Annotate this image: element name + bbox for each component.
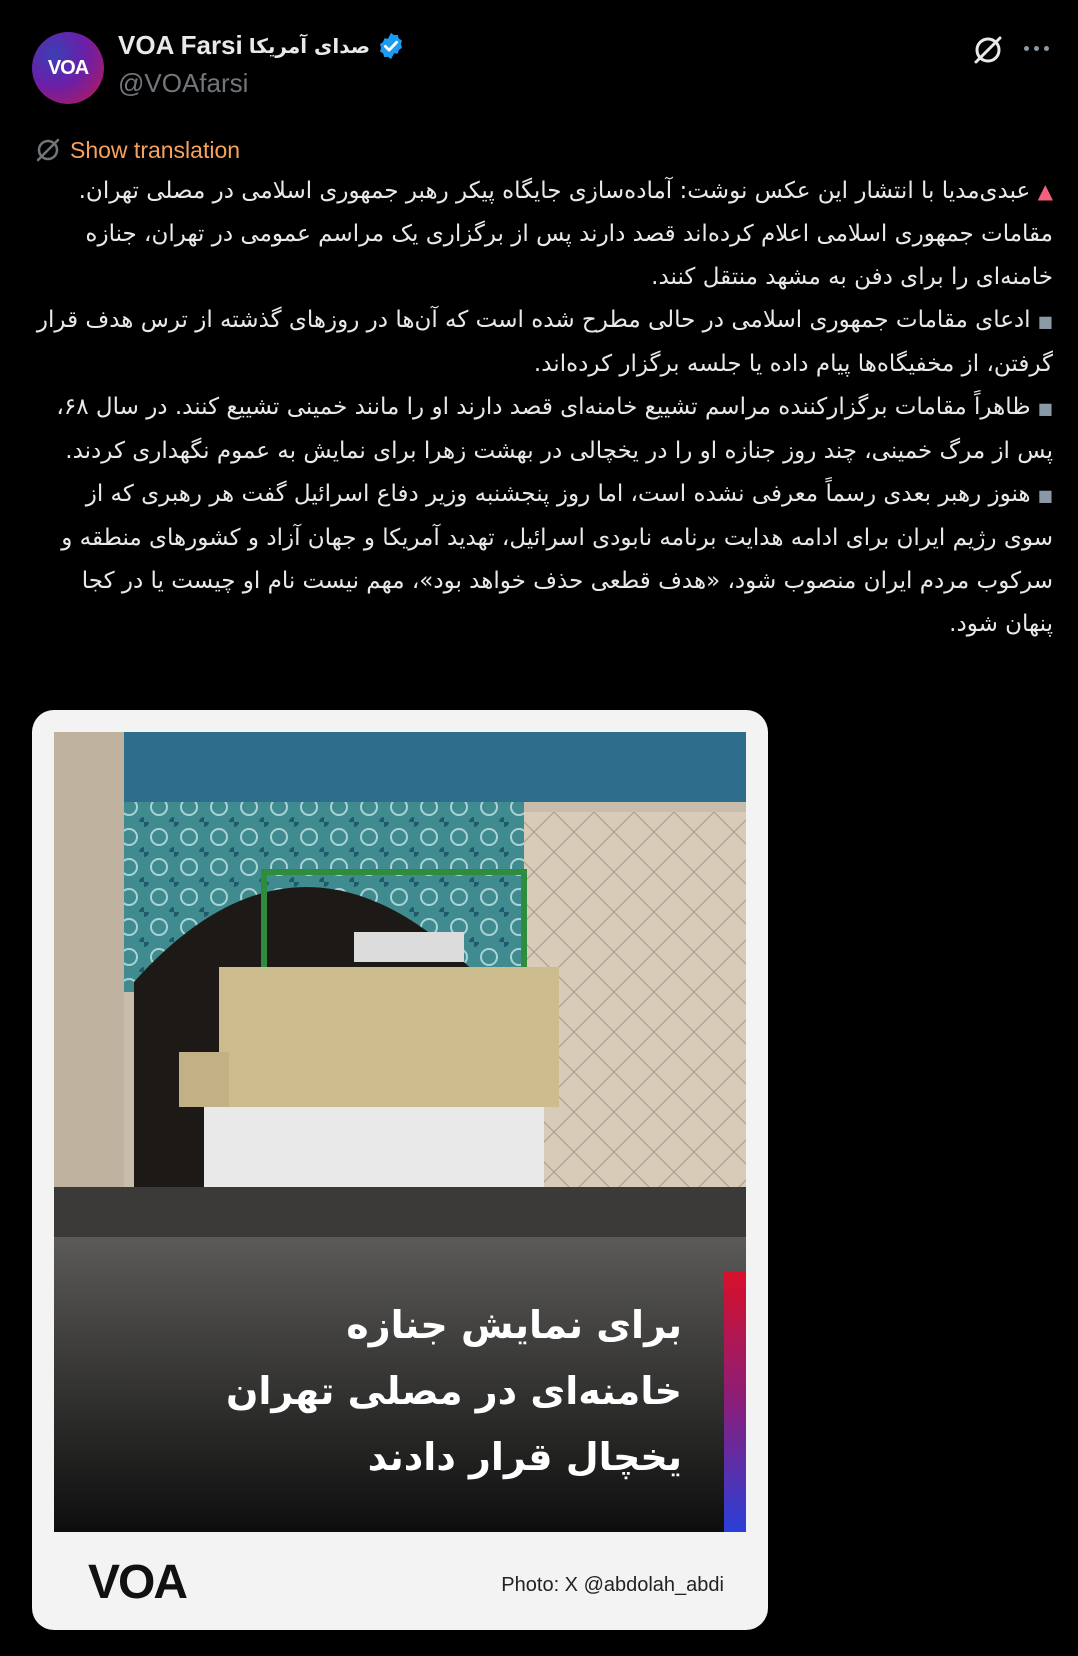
more-dot xyxy=(1034,46,1039,51)
tweet-paragraph-text: هنوز رهبر بعدی رسماً معرفی نشده است، اما روز پنجشنبه وزیر دفاع اسرائیل گفت هر رهبری که از سوی رژیم ایران برای ادامه هدایت برنامه نابودی اسرائیل، تهدید آمریکا و جهان آزاد و کشورهای منطقه و سرکوب مردم ایران منصوب شود، «هدف قطعی حذف خواهد بود»، مهم نیست نام او چیست یا در کجا پنهان شود. xyxy=(61,481,1053,637)
tweet-paragraph-text: ادعای مقامات جمهوری اسلامی در حالی مطرح شده است که آن‌ها در روزهای گذشته از ترس هدف قرار گرفتن، از مخفیگاه‌ها پیام داده یا جلسه برگزار کرده‌اند. xyxy=(36,307,1053,377)
tweet-paragraph xyxy=(36,299,1053,386)
more-dot xyxy=(1044,46,1049,51)
account-name-row xyxy=(118,30,406,61)
tweet-photo[interactable] xyxy=(54,732,746,1532)
grok-icon[interactable] xyxy=(970,32,1006,68)
caption-line: برای نمایش جنازه xyxy=(346,1303,682,1347)
bullet-square-icon: ■ xyxy=(1037,399,1053,418)
bullet-square-icon: ■ xyxy=(1037,312,1053,331)
account-handle[interactable]: @VOAfarsi xyxy=(118,68,249,98)
tweet-paragraph xyxy=(36,386,1053,473)
voa-avatar-logo: VOA xyxy=(47,56,89,79)
tweet-paragraph xyxy=(36,170,1053,299)
more-icon[interactable] xyxy=(1024,46,1049,51)
tweet-paragraph-text: ظاهراً مقامات برگزارکننده مراسم تشییع خامنه‌ای قصد دارند او را مانند خمینی تشییع کنند. در سال ۶۸، پس از مرگ خمینی، چند روز جنازه او را در یخچالی در بهشت زهرا برای نمایش به عموم نگهداری کردند. xyxy=(56,394,1053,464)
verified-badge-icon xyxy=(376,31,406,61)
caption-accent-bar xyxy=(724,1272,746,1532)
show-translation-label[interactable]: Show translation xyxy=(70,136,241,163)
display-name-persian[interactable]: صدای آمریکا xyxy=(248,33,371,58)
red-triangle-icon: ▲ xyxy=(1037,179,1053,203)
tweet-text xyxy=(36,170,1053,646)
bullet-square-icon: ■ xyxy=(1037,486,1053,505)
translate-icon xyxy=(34,136,62,164)
tweet-paragraph-text: عبدی‌مدیا با انتشار این عکس نوشت: آماده‌سازی جایگاه پیکر رهبر جمهوری اسلامی در مصلی تهران. مقامات جمهوری اسلامی اعلام کرده‌اند قصد دارند پس از برگزاری یک مراسم عمومی در تهران، جنازه خامنه‌ای را برای دفن به مشهد منتقل کنند. xyxy=(78,178,1053,290)
media-card[interactable] xyxy=(32,710,768,1630)
show-translation-link[interactable] xyxy=(34,136,240,164)
tweet-paragraph xyxy=(36,473,1053,646)
display-name[interactable]: VOA Farsi xyxy=(118,30,243,60)
photo-credit: Photo: X @abdolah_abdi xyxy=(501,1574,724,1596)
more-dot xyxy=(1024,46,1029,51)
caption-line: یخچال قرار دادند xyxy=(367,1435,682,1479)
photo-caption xyxy=(82,1292,682,1490)
avatar[interactable] xyxy=(32,32,104,104)
caption-line: خامنه‌ای در مصلی تهران xyxy=(225,1369,682,1413)
voa-logo: VOA xyxy=(88,1556,187,1609)
